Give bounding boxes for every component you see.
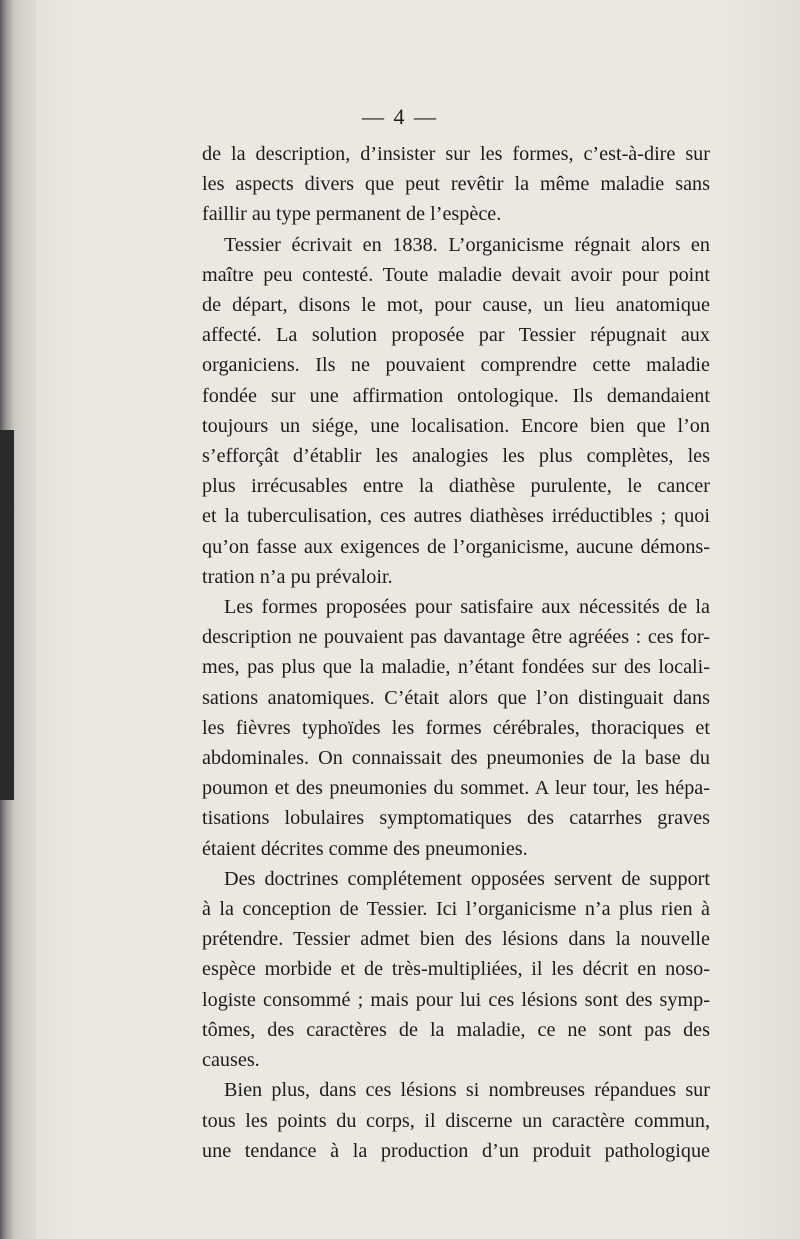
text-line: de départ, disons le mot, pour cause, un lieu anatomique — [202, 294, 710, 317]
body-text — [202, 139, 710, 1166]
text-line: tous les points du corps, il discerne un caractère commun, — [202, 1109, 710, 1132]
text-line: et la tuberculisation, ces autres diathèses irréductibles ; quoi — [202, 505, 710, 528]
text-line: affecté. La solution proposée par Tessier répugnait aux — [202, 324, 710, 347]
text-line: tômes, des caractères de la maladie, ce ne sont pas des — [202, 1018, 710, 1041]
text-line: étaient décrites comme des pneumonies. — [202, 837, 528, 860]
text-line: poumon et des pneumonies du sommet. A leur tour, les hépa- — [202, 777, 710, 800]
text-line: toujours un siége, une localisation. Encore bien que l’on — [202, 414, 710, 437]
text-line: plus irrécusables entre la diathèse purulente, le cancer — [202, 475, 710, 498]
binding-shadow — [0, 430, 14, 800]
text-line: description ne pouvaient pas davantage être agréées : ces for- — [202, 626, 710, 649]
text-line: abdominales. On connaissait des pneumonies de la base du — [202, 747, 710, 770]
text-line: s’efforçât d’établir les analogies les plus complètes, les — [202, 445, 710, 468]
text-line: Les formes proposées pour satisfaire aux nécessités de la — [224, 596, 710, 619]
text-line: les aspects divers que peut revêtir la même maladie sans — [202, 173, 710, 196]
text-line: tisations lobulaires symptomatiques des catarrhes graves — [202, 807, 710, 830]
text-line: mes, pas plus que la maladie, n’étant fondées sur des locali- — [202, 656, 710, 679]
text-line: qu’on fasse aux exigences de l’organicisme, aucune démons- — [202, 535, 710, 558]
text-line: organiciens. Ils ne pouvaient comprendre cette maladie — [202, 354, 710, 377]
text-line: logiste consommé ; mais pour lui ces lésions sont des symp- — [202, 988, 710, 1011]
text-line: sations anatomiques. C’était alors que l’on distinguait dans — [202, 686, 710, 709]
text-line: les fièvres typhoïdes les formes cérébrales, thoraciques et — [202, 716, 710, 739]
text-line: espèce morbide et de très-multipliées, il les décrit en noso- — [202, 958, 710, 981]
text-line: à la conception de Tessier. Ici l’organicisme n’a plus rien à — [202, 898, 710, 921]
page-number: — 4 — — [362, 104, 438, 129]
text-line: Des doctrines complétement opposées servent de support — [224, 867, 710, 890]
text-line: faillir au type permanent de l’espèce. — [202, 203, 502, 226]
text-line: maître peu contesté. Toute maladie devait avoir pour point — [202, 263, 710, 286]
text-line: une tendance à la production d’un produit pathologique — [202, 1139, 710, 1162]
text-line: Tessier écrivait en 1838. L’organicisme régnait alors en — [224, 233, 710, 256]
text-line: fondée sur une affirmation ontologique. Ils demandaient — [202, 384, 710, 407]
text-line: tration n’a pu prévaloir. — [202, 565, 393, 588]
text-line: Bien plus, dans ces lésions si nombreuses répandues sur — [224, 1079, 710, 1102]
text-line: de la description, d’insister sur les formes, c’est-à-dire sur — [202, 143, 710, 165]
text-line: prétendre. Tessier admet bien des lésions dans la nouvelle — [202, 928, 710, 951]
text-line: causes. — [202, 1049, 260, 1072]
